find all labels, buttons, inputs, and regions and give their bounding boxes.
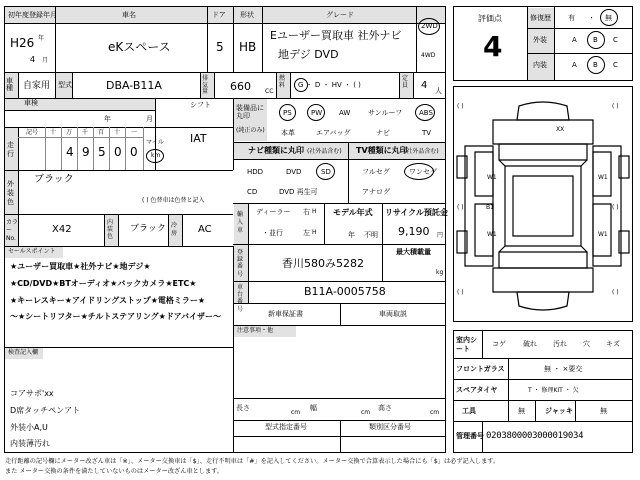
navi-dvd: DVD <box>286 168 302 176</box>
int-b: B <box>593 61 598 69</box>
equip-pw: PW <box>311 109 323 117</box>
navi-sub: (社外品含む) <box>307 148 342 155</box>
drive-2wd: 2WD <box>421 22 438 30</box>
interior-color-label: 内装色 <box>107 219 114 241</box>
mileage-side-label: 走行 <box>7 141 14 159</box>
int-a: A <box>572 61 577 69</box>
color-no: X42 <box>52 224 72 235</box>
navi-title: ナビ種類に丸印 <box>248 146 304 155</box>
registration-label: 登録番号 <box>237 249 244 278</box>
drive-4wd: 4WD <box>421 52 436 59</box>
repair-yes: 有 <box>568 14 575 22</box>
import-parallel: ・並行 <box>262 229 283 237</box>
ext-c: C <box>613 36 618 44</box>
tv-sub: (社外品含む) <box>404 148 439 155</box>
kisai-label: 記号 <box>26 129 39 136</box>
digit-1: 4 <box>66 145 74 159</box>
import-left: 左 <box>303 229 310 237</box>
manage-label: 管理番号 <box>456 432 484 440</box>
cooler-label: 冷房 <box>171 222 178 237</box>
displacement: 660 <box>230 80 251 93</box>
equip-aircon: エアバッグ <box>316 129 351 137</box>
car-type: 自家用 <box>23 81 51 91</box>
model-year-unknown: 不明 <box>364 231 378 239</box>
seat-koge: コゲ <box>492 340 506 348</box>
tv-fullseg: フルセグ <box>362 168 390 176</box>
capacity-label: 定員 <box>402 75 409 89</box>
km-label: km <box>151 152 161 159</box>
damage-w1-rear-left: W1 <box>487 231 497 238</box>
chassis-label: 車台番号 <box>237 284 244 313</box>
cooler: AC <box>198 224 212 235</box>
equip-navi: ナビ <box>376 129 390 137</box>
digit-unit-4: 十 <box>114 129 121 136</box>
equip-tv: TV <box>422 129 432 137</box>
model-designation-label: 型式指定番号 <box>265 423 307 431</box>
import-dealer: ディーラー <box>256 208 291 216</box>
navi-dvd-play: DVD 再生可 <box>279 188 318 196</box>
dim-width: 幅 <box>310 404 317 412</box>
diagram-paren-tr: ( ) <box>612 103 619 110</box>
new-car-warranty: 新車保証書 <box>268 310 303 318</box>
spare-tire-options: T ・ 修理KIT ・ 欠 <box>528 387 579 394</box>
car-type-label: 車種 <box>6 77 13 92</box>
fuel-options: G ・ D ・ HV ・ ( ) <box>298 81 361 89</box>
sales-line-0: ★ユーザー買取車★社外ナビ★地デジ★ <box>10 262 151 271</box>
equip-leather: 本革 <box>281 129 295 137</box>
dim-height-cm: cm <box>430 409 440 416</box>
tv-analog: アナログ <box>362 188 390 196</box>
reg-era: H26 <box>10 36 35 50</box>
tv-title: TV種類に丸印 <box>356 146 408 155</box>
damage-w1-rear-right: W1 <box>598 231 608 238</box>
model-label: 型式 <box>58 81 72 89</box>
equip-sunroof: サンルーフ <box>368 109 403 117</box>
diagram-paren-ml: ( ) <box>457 204 464 211</box>
navi-sd: SD <box>321 168 331 176</box>
model: DBA-B11A <box>106 79 162 92</box>
car-damage-diagram <box>453 86 633 322</box>
digit-3: 5 <box>98 145 106 159</box>
equip-abs: ABS <box>419 109 433 117</box>
import-h-right: H <box>312 208 317 215</box>
door-label: ドア <box>212 11 226 19</box>
category-label: 類別区分番号 <box>369 423 411 431</box>
import-h-left: H <box>312 229 317 236</box>
diagram-paren-bl: ( ) <box>457 289 464 296</box>
recycle-unit: 円 <box>437 232 444 239</box>
navi-cd: CD <box>247 188 258 196</box>
digit-unit-1: 万 <box>66 129 73 136</box>
shape: HB <box>239 40 257 54</box>
notes-label: 注意事項・他 <box>237 327 274 334</box>
shaken-year: 年 <box>104 115 111 123</box>
score-value: 4 <box>483 30 503 63</box>
navi-hdd: HDD <box>247 168 264 176</box>
import-label: 輸入車 <box>237 211 244 234</box>
doors: 5 <box>216 40 224 54</box>
manage-value: 0203800003000019034 <box>486 431 584 441</box>
recycle-label: リサイクル預託金 <box>385 208 448 217</box>
interior-color: ブラック <box>130 224 166 234</box>
model-year-label: モデル年式 <box>333 208 373 217</box>
jack-label: ジャッキ <box>545 407 573 415</box>
displacement-label: 排気量 <box>202 75 209 96</box>
model-year-unit: 年 <box>348 231 355 239</box>
spare-tire-label: スペアタイヤ <box>456 386 498 394</box>
exterior-label: 外装 <box>533 36 547 44</box>
digit-unit-0: 十 <box>50 129 57 136</box>
diagram-paren-mr: ( ) <box>612 204 619 211</box>
sales-line-3: ～★シートリフター★チルトステアリング★ドアバイザー～ <box>10 312 221 321</box>
sales-line-1: ★CD/DVD★BTオーディオ★バックカメラ★ETC★ <box>10 279 197 288</box>
damage-b1: B1 <box>486 204 494 211</box>
ext-a: A <box>572 36 577 44</box>
damage-xx: XX <box>556 126 565 133</box>
equipment-sub: (純正のみ) <box>236 127 265 134</box>
shaken-month: 月 <box>146 115 153 123</box>
shift-value: IAT <box>190 132 207 145</box>
sales-line-2: ★キーレスキー★アイドリングストップ★電格ミラー★ <box>10 296 206 305</box>
chassis-value: B11A-0005758 <box>304 285 386 298</box>
dim-length-cm: cm <box>291 409 301 416</box>
digit-unit-5: 一 <box>131 129 138 136</box>
color-note: ( ) 色替車は色替と記入 <box>142 197 205 204</box>
diagram-paren-tl: ( ) <box>457 103 464 110</box>
digit-4: 0 <box>114 145 122 159</box>
mile-label: マイル <box>146 139 164 146</box>
damage-w1-left: W1 <box>487 174 497 181</box>
car-name: eKスペース <box>108 40 171 54</box>
inspector-label: 検査記入欄 <box>8 349 39 356</box>
reg-month-unit: 月 <box>42 57 49 64</box>
grade-line1: Eユーザー買取車 社外ナビ <box>270 29 402 42</box>
shaken-label: 車検 <box>24 99 38 107</box>
equipment-title: 装備品に丸印 <box>236 104 264 121</box>
ext-b: B <box>593 36 598 44</box>
sales-points-label: セールスポイント <box>8 248 56 255</box>
damage-w1-right: W1 <box>598 174 608 181</box>
score-label: 評価点 <box>478 14 502 23</box>
footer-line-1: 走行距離の記号欄にメーター改ざん車は「※」、メーター交換車は「$」、走行不明車は「#」を記入してください。メーター交換で合算表示した場合にも「$」は必ず記入します。 <box>5 458 500 465</box>
max-load-label: 最大積載量 <box>396 248 431 256</box>
repair-no: 無 <box>605 14 612 22</box>
front-glass-options: 無 ・ ×要交 <box>544 365 583 373</box>
reg-year-unit: 年 <box>38 35 45 42</box>
fuel-label: 燃料 <box>279 75 286 89</box>
recycle-value: 9,190 <box>398 225 430 238</box>
digit-2: 9 <box>82 145 90 159</box>
car-name-label: 車名 <box>122 11 136 19</box>
seat-label: 室内シート <box>456 336 477 354</box>
diagram-paren-br: ( ) <box>612 289 619 296</box>
seat-yabure: 破れ <box>523 340 537 348</box>
grade-label: グレード <box>326 11 354 19</box>
shape-label: 形状 <box>240 11 254 19</box>
registration-value: 香川580み5282 <box>282 257 364 270</box>
car-manual: 車両取説 <box>379 310 407 318</box>
tv-oneseg: ワンセグ <box>409 168 437 176</box>
color-value: ブラック <box>34 174 74 185</box>
dim-height: 高さ <box>378 404 392 412</box>
capacity: 4 <box>421 80 428 91</box>
front-glass-label: フロントガラス <box>456 365 505 373</box>
shift-label: シフト <box>190 101 211 109</box>
inspector-line-0: コアサポ'xx <box>10 389 54 398</box>
int-c: C <box>613 61 618 69</box>
reg-date-label: 初年度登録年月 <box>8 11 57 19</box>
inspector-line-3: 内装薄汚れ <box>10 439 50 448</box>
color-no-label: カラーNo. <box>6 219 19 242</box>
reg-month: 4 <box>30 55 36 64</box>
cc-unit: CC <box>265 88 274 95</box>
dim-width-cm: cm <box>361 409 371 416</box>
inspector-line-1: D席タッチペンアト <box>10 406 81 415</box>
repair-label: 修復歴 <box>530 14 551 22</box>
digit-5: 0 <box>130 145 138 159</box>
footer-line-2: また メーター交換の条件を満たしていないものはメーター改ざん車とします。 <box>5 468 224 475</box>
import-right: 右 <box>303 208 310 216</box>
tools-value: 無 <box>518 407 525 415</box>
jack-value: 無 <box>600 407 607 415</box>
color-label: 外装色 <box>7 180 14 207</box>
equip-aw: AW <box>339 109 351 117</box>
seat-kizu: キズ <box>606 340 620 348</box>
equip-ps: PS <box>283 109 292 117</box>
digit-unit-3: 百 <box>98 129 105 136</box>
capacity-unit: 人 <box>435 87 442 95</box>
seat-yogore: 汚れ <box>553 340 567 348</box>
interior-label: 内装 <box>533 61 547 69</box>
dim-length: 長さ <box>236 404 250 412</box>
max-load-unit: kg <box>436 269 444 276</box>
tools-label: 工具 <box>462 407 476 415</box>
grade-line2: 地デジ DVD <box>278 48 339 61</box>
inspector-line-2: 外装小A,U <box>10 423 48 432</box>
digit-unit-2: 千 <box>82 129 89 136</box>
seat-ana: 穴 <box>583 340 590 348</box>
